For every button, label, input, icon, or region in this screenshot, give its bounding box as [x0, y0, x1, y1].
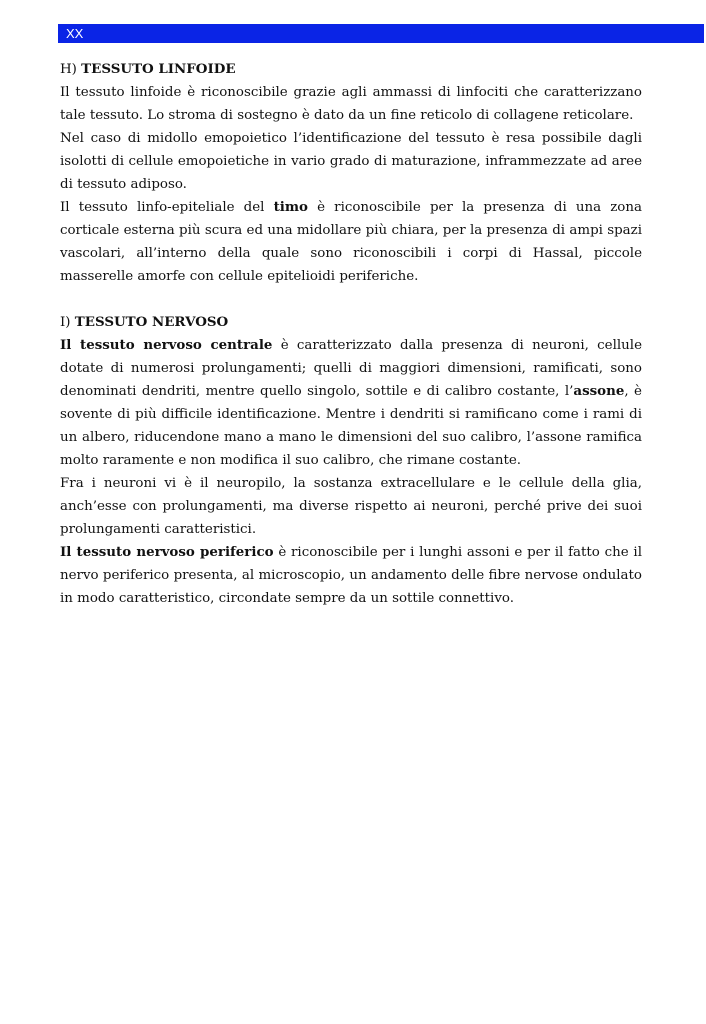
section-tessuto-nervoso — [60, 311, 642, 610]
page-header-bar — [58, 24, 704, 43]
paragraph — [60, 127, 642, 196]
paragraph-text: Il tessuto linfoide è riconoscibile grazie agli ammassi di linfociti che caratterizzano tale tessuto. Lo stroma di sostegno è dato da un fine reticolo di collagene reticolare. — [60, 85, 642, 123]
bold-term-timo: timo — [273, 199, 308, 215]
section-heading — [60, 311, 642, 334]
page-header-label: XX — [66, 26, 84, 41]
paragraph-text: Fra i neuroni vi è il neuropilo, la sostanza extracellulare e le cellule della glia, anch’esse con prolungamenti, ma diverse rispetto ai neuroni, perché prive dei suoi prolungamenti caratteristici. — [60, 476, 642, 537]
paragraph-text: è caratterizzato dalla presenza di neuroni, cellule dotate di numerosi prolungamenti; quelli di maggiori dimensioni, ramificati, sono denominati dendriti, mentre quello singolo, sottile e di calibro costante, l’ — [60, 338, 642, 399]
section-tessuto-linfoide — [60, 58, 642, 288]
paragraph-text: è riconoscibile per la presenza di una zona corticale esterna più scura ed una midollare più chiara, per la presenza di ampi spazi vascolari, all’interno della quale sono riconoscibili i corpi di Hassal, piccole masserelle amorfe con cellule epitelioidi periferiche. — [60, 200, 642, 284]
paragraph — [60, 196, 642, 288]
document-body — [60, 58, 642, 610]
paragraph-text: , è sovente di più difficile identificazione. Mentre i dendriti si ramificano come i rami di un albero, riducendone mano a mano le dimensioni del suo calibro, l’assone ramifica molto raramente e non modifica il suo calibro, che rimane costante. — [60, 384, 642, 468]
section-title: TESSUTO NERVOSO — [74, 314, 229, 330]
section-heading — [60, 58, 642, 81]
section-letter: I) — [60, 315, 71, 330]
paragraph — [60, 541, 642, 610]
paragraph-text: Nel caso di midollo emopoietico l’identificazione del tessuto è resa possibile dagli isolotti di cellule emopoietiche in vario grado di maturazione, inframmezzate ad aree di tessuto adiposo. — [60, 131, 642, 192]
paragraph-text: Il tessuto linfo-epiteliale del — [60, 200, 274, 215]
bold-term-assone: assone — [573, 383, 625, 399]
paragraph-text: è riconoscibile per i lunghi assoni e per il fatto che il nervo periferico presenta, al microscopio, un andamento delle fibre nervose ondulato in modo caratteristico, circondate sempre da un sottile connettivo. — [60, 545, 642, 606]
bold-term-tessuto-nervoso-periferico: Il tessuto nervoso periferico — [60, 544, 274, 560]
paragraph — [60, 472, 642, 541]
bold-term-tessuto-nervoso-centrale: Il tessuto nervoso centrale — [60, 337, 273, 353]
paragraph — [60, 334, 642, 472]
section-letter: H) — [60, 62, 77, 77]
section-title: TESSUTO LINFOIDE — [81, 61, 236, 77]
paragraph — [60, 81, 642, 127]
